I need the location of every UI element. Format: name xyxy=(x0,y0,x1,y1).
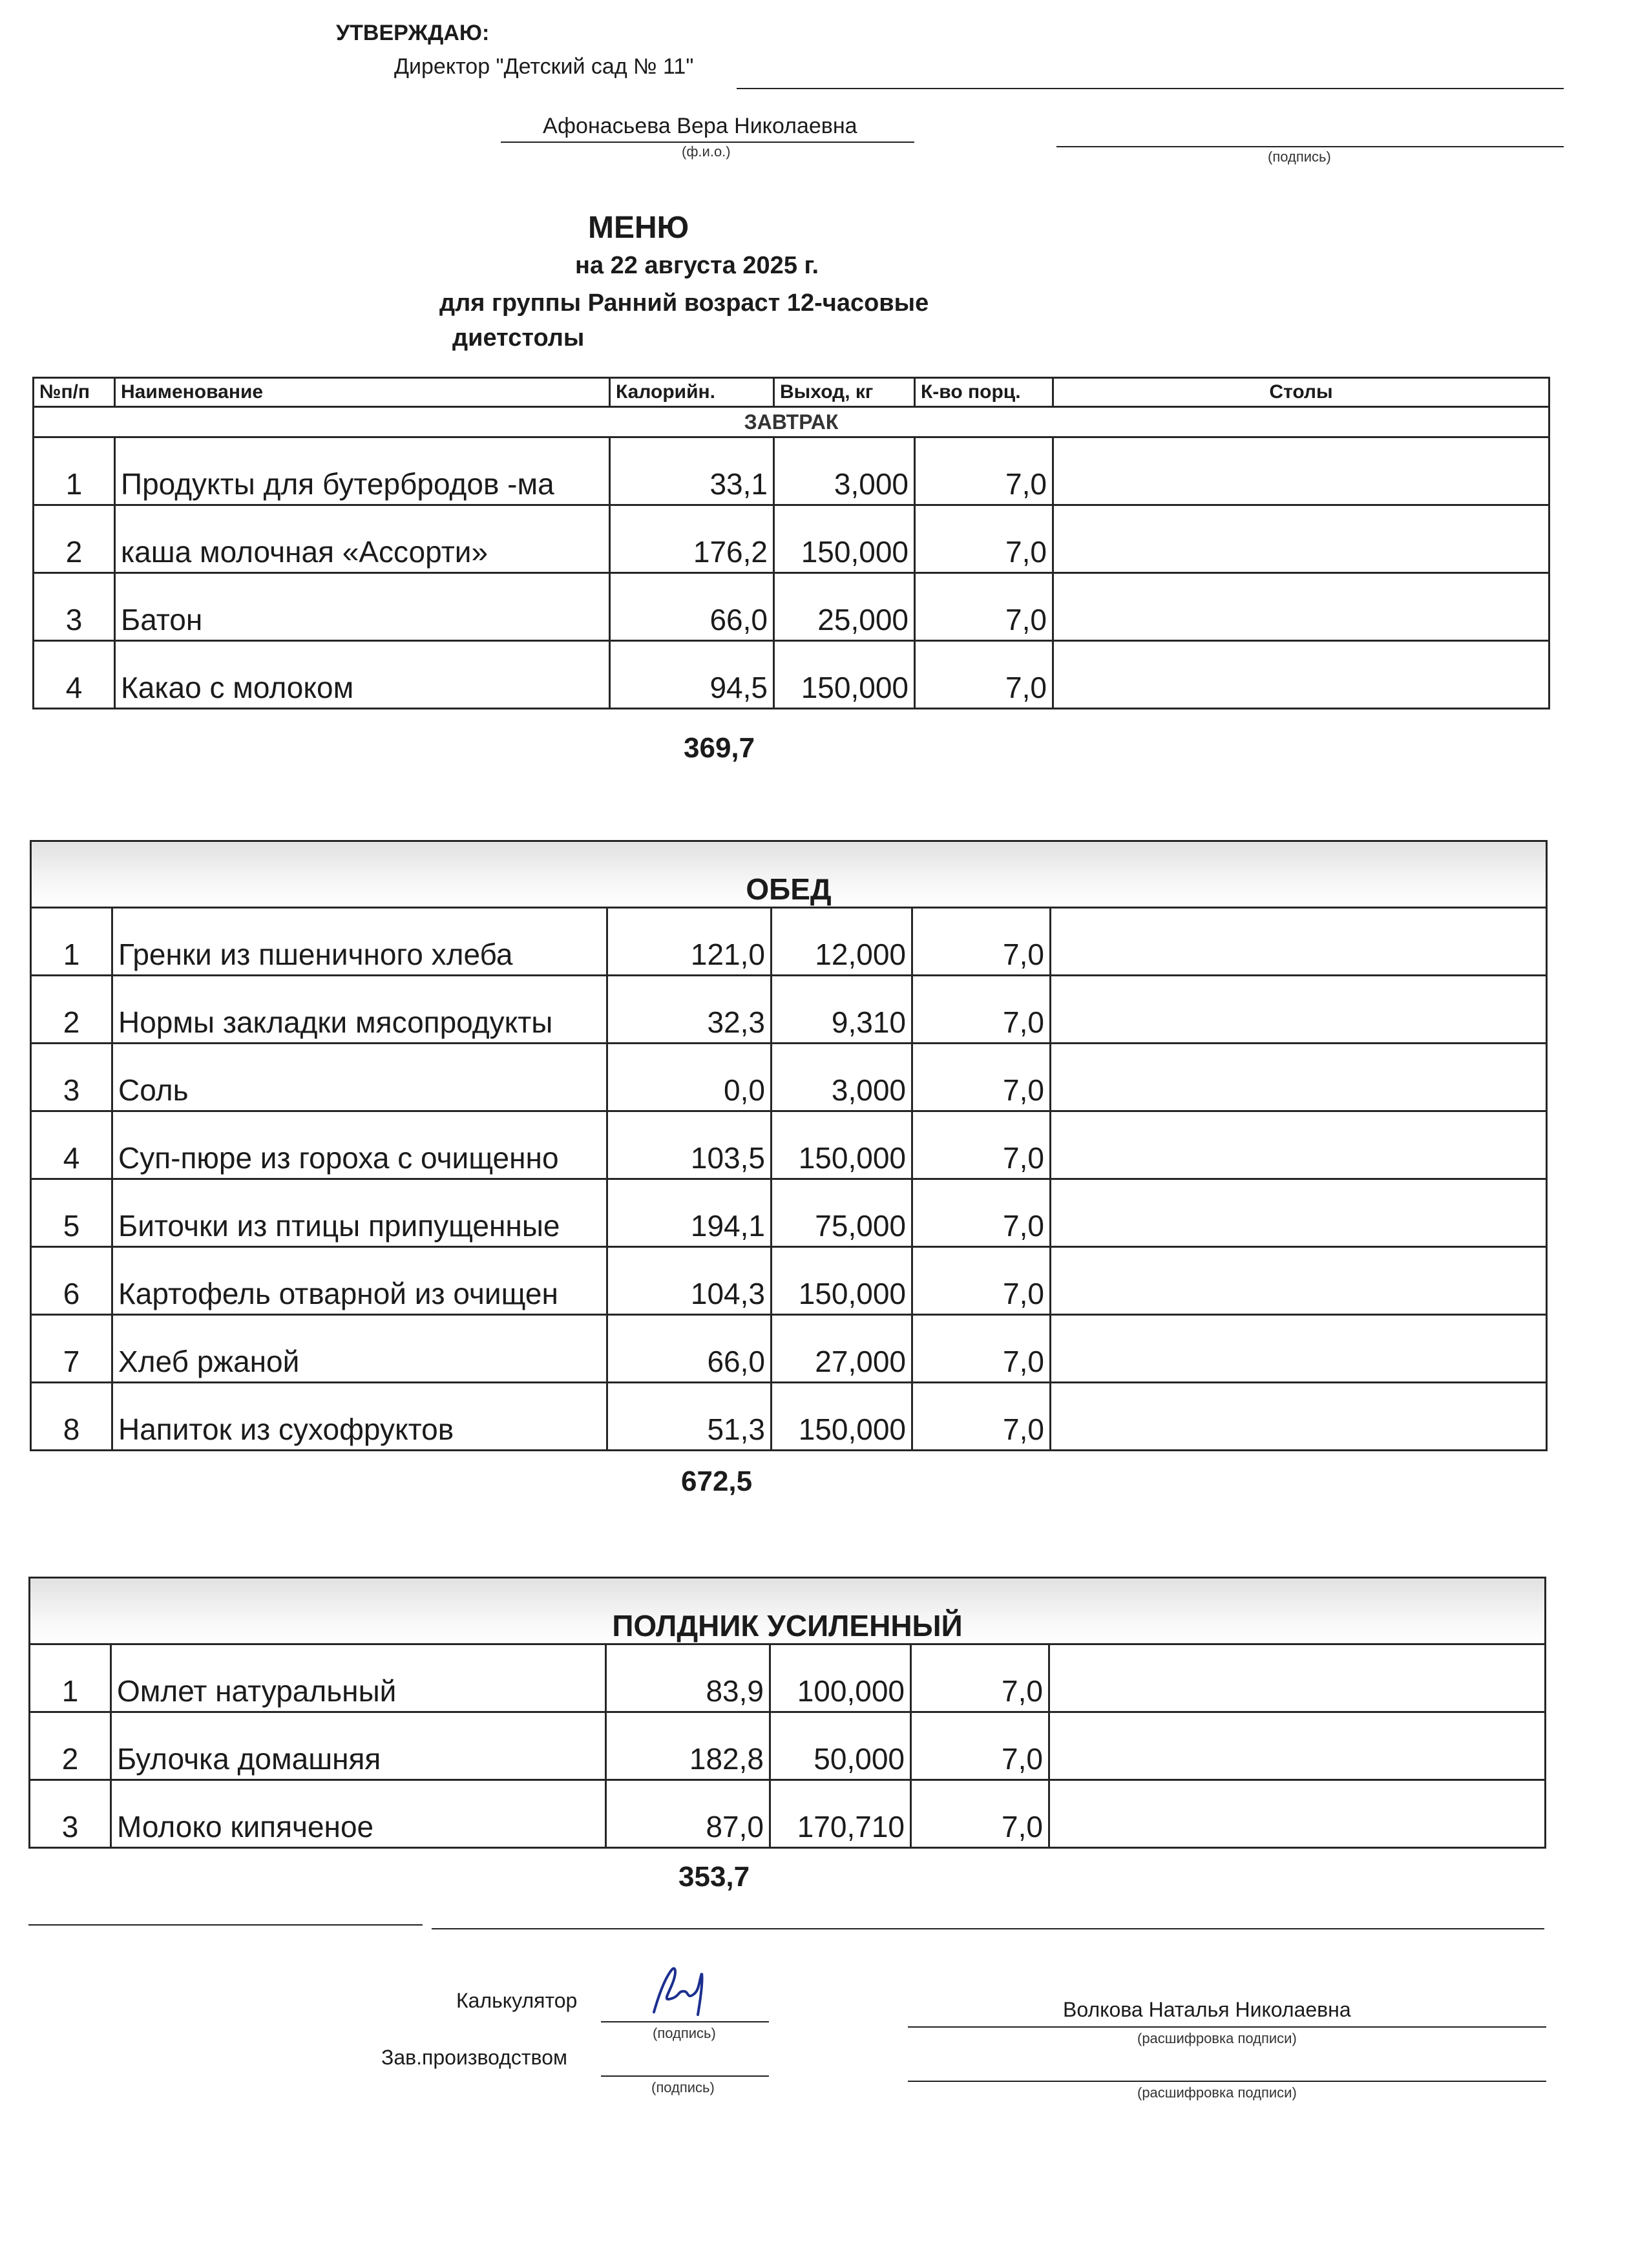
portions-value: 7,0 xyxy=(915,573,1053,641)
table-row xyxy=(30,1644,1546,1712)
table-row xyxy=(30,1780,1546,1848)
section-row xyxy=(30,1578,1546,1644)
row-number: 6 xyxy=(31,1247,112,1315)
calculator-name-caption: (расшифровка подписи) xyxy=(1137,2030,1297,2046)
tables-value xyxy=(1053,573,1549,641)
calories-value: 87,0 xyxy=(606,1780,770,1848)
portions-value: 7,0 xyxy=(915,641,1053,709)
row-number: 3 xyxy=(34,573,115,641)
col-header-number: №п/п xyxy=(34,378,115,407)
calories-value: 121,0 xyxy=(607,908,772,976)
table-row xyxy=(31,1315,1547,1383)
calories-value: 32,3 xyxy=(607,976,772,1044)
tables-value xyxy=(1051,1044,1547,1111)
dish-name: Суп-пюре из гороха с очищенно xyxy=(112,1111,607,1179)
dish-name: Омлет натуральный xyxy=(111,1644,606,1712)
dish-name: Хлеб ржаной xyxy=(112,1315,607,1383)
calories-value: 51,3 xyxy=(607,1383,772,1451)
row-number: 5 xyxy=(31,1179,112,1247)
calories-value: 94,5 xyxy=(610,641,774,709)
output-value: 100,000 xyxy=(770,1644,911,1712)
signature-underline xyxy=(1056,146,1564,147)
menu-diet-type: диетстолы xyxy=(452,324,585,352)
dish-name: Напиток из сухофруктов xyxy=(112,1383,607,1451)
calculator-name: Волкова Наталья Николаевна xyxy=(1063,1998,1351,2021)
table-row xyxy=(31,1111,1547,1179)
tables-value xyxy=(1051,1315,1547,1383)
row-number: 1 xyxy=(30,1644,111,1712)
production-name-caption: (расшифровка подписи) xyxy=(1137,2084,1297,2101)
dish-name: Картофель отварной из очищен xyxy=(112,1247,607,1315)
section-title-breakfast: ЗАВТРАК xyxy=(34,407,1549,437)
production-signature-caption: (подпись) xyxy=(651,2079,715,2095)
tables-value xyxy=(1049,1712,1546,1780)
output-value: 9,310 xyxy=(772,976,912,1044)
section-title-snack: ПОЛДНИК УСИЛЕННЫЙ xyxy=(30,1578,1546,1644)
approval-heading: УТВЕРЖДАЮ: xyxy=(336,21,490,45)
tables-value xyxy=(1053,641,1549,709)
director-name: Афонасьева Вера Николаевна xyxy=(543,114,857,138)
tables-value xyxy=(1049,1644,1546,1712)
portions-value: 7,0 xyxy=(911,1712,1049,1780)
calories-value: 104,3 xyxy=(607,1247,772,1315)
output-value: 25,000 xyxy=(774,573,915,641)
portions-value: 7,0 xyxy=(915,437,1053,505)
table-row xyxy=(34,437,1549,505)
portions-value: 7,0 xyxy=(912,976,1051,1044)
row-number: 4 xyxy=(31,1111,112,1179)
output-value: 12,000 xyxy=(772,908,912,976)
portions-value: 7,0 xyxy=(912,1044,1051,1111)
dish-name: Гренки из пшеничного хлеба xyxy=(112,908,607,976)
table-row xyxy=(31,908,1547,976)
section-title-lunch: ОБЕД xyxy=(31,841,1547,908)
dish-name: Продукты для бутербродов -ма xyxy=(115,437,610,505)
dish-name: Булочка домашняя xyxy=(111,1712,606,1780)
dish-name: Соль xyxy=(112,1044,607,1111)
separator-line xyxy=(28,1924,423,1926)
lunch-table xyxy=(30,840,1548,1451)
tables-value xyxy=(1049,1780,1546,1848)
calories-value: 176,2 xyxy=(610,505,774,573)
production-name-line xyxy=(908,2081,1546,2082)
dish-name: Батон xyxy=(115,573,610,641)
menu-date: на 22 августа 2025 г. xyxy=(575,252,819,279)
table-row xyxy=(31,1044,1547,1111)
col-header-output: Выход, кг xyxy=(774,378,915,407)
output-value: 150,000 xyxy=(772,1383,912,1451)
breakfast-table xyxy=(32,377,1550,709)
fio-caption: (ф.и.о.) xyxy=(682,143,731,160)
section-row xyxy=(34,407,1549,437)
production-label: Зав.производством xyxy=(381,2046,567,2069)
section-row xyxy=(31,841,1547,908)
dish-name: Молоко кипяченое xyxy=(111,1780,606,1848)
calories-value: 83,9 xyxy=(606,1644,770,1712)
output-value: 170,710 xyxy=(770,1780,911,1848)
calculator-signature-image xyxy=(640,1962,724,2020)
director-underline xyxy=(737,88,1564,89)
row-number: 3 xyxy=(30,1780,111,1848)
director-line: Директор "Детский сад № 11" xyxy=(394,54,694,79)
lunch-total: 672,5 xyxy=(681,1465,753,1497)
calculator-signature-line xyxy=(601,2021,769,2022)
col-header-name: Наименование xyxy=(115,378,610,407)
portions-value: 7,0 xyxy=(912,1383,1051,1451)
output-value: 75,000 xyxy=(772,1179,912,1247)
calculator-name-line xyxy=(908,2026,1546,2028)
snack-total: 353,7 xyxy=(678,1861,750,1893)
calories-value: 194,1 xyxy=(607,1179,772,1247)
table-row xyxy=(31,1383,1547,1451)
row-number: 7 xyxy=(31,1315,112,1383)
dish-name: Какао с молоком xyxy=(115,641,610,709)
signature-caption: (подпись) xyxy=(1268,149,1331,165)
calories-value: 0,0 xyxy=(607,1044,772,1111)
table-row xyxy=(31,1179,1547,1247)
snack-table xyxy=(28,1577,1546,1849)
portions-value: 7,0 xyxy=(912,1315,1051,1383)
col-header-calories: Калорийн. xyxy=(610,378,774,407)
output-value: 150,000 xyxy=(772,1247,912,1315)
fio-underline xyxy=(501,142,914,143)
col-header-tables: Столы xyxy=(1053,378,1549,407)
table-header-row xyxy=(34,378,1549,407)
breakfast-total: 369,7 xyxy=(684,732,755,764)
output-value: 150,000 xyxy=(774,505,915,573)
table-row xyxy=(34,573,1549,641)
output-value: 3,000 xyxy=(774,437,915,505)
table-row xyxy=(31,1247,1547,1315)
portions-value: 7,0 xyxy=(912,1179,1051,1247)
portions-value: 7,0 xyxy=(912,1247,1051,1315)
calories-value: 66,0 xyxy=(610,573,774,641)
tables-value xyxy=(1051,1111,1547,1179)
calories-value: 33,1 xyxy=(610,437,774,505)
output-value: 27,000 xyxy=(772,1315,912,1383)
portions-value: 7,0 xyxy=(911,1780,1049,1848)
tables-value xyxy=(1051,1383,1547,1451)
tables-value xyxy=(1053,505,1549,573)
portions-value: 7,0 xyxy=(912,908,1051,976)
output-value: 150,000 xyxy=(774,641,915,709)
dish-name: каша молочная «Ассорти» xyxy=(115,505,610,573)
row-number: 2 xyxy=(31,976,112,1044)
portions-value: 7,0 xyxy=(912,1111,1051,1179)
calories-value: 103,5 xyxy=(607,1111,772,1179)
production-signature-line xyxy=(601,2075,769,2077)
calories-value: 182,8 xyxy=(606,1712,770,1780)
row-number: 4 xyxy=(34,641,115,709)
calculator-label: Калькулятор xyxy=(456,1989,578,2012)
output-value: 3,000 xyxy=(772,1044,912,1111)
table-row xyxy=(31,976,1547,1044)
row-number: 8 xyxy=(31,1383,112,1451)
row-number: 3 xyxy=(31,1044,112,1111)
calculator-signature-caption: (подпись) xyxy=(653,2025,716,2041)
tables-value xyxy=(1051,976,1547,1044)
portions-value: 7,0 xyxy=(911,1644,1049,1712)
dish-name: Нормы закладки мясопродукты xyxy=(112,976,607,1044)
table-row xyxy=(34,505,1549,573)
tables-value xyxy=(1053,437,1549,505)
menu-title: МЕНЮ xyxy=(588,211,689,245)
row-number: 1 xyxy=(34,437,115,505)
table-row xyxy=(34,641,1549,709)
menu-group: для группы Ранний возраст 12-часовые xyxy=(439,289,929,317)
row-number: 1 xyxy=(31,908,112,976)
separator-line xyxy=(432,1928,1544,1929)
dish-name: Биточки из птицы припущенные xyxy=(112,1179,607,1247)
calories-value: 66,0 xyxy=(607,1315,772,1383)
tables-value xyxy=(1051,1179,1547,1247)
tables-value xyxy=(1051,908,1547,976)
row-number: 2 xyxy=(34,505,115,573)
portions-value: 7,0 xyxy=(915,505,1053,573)
col-header-portions: К-во порц. xyxy=(915,378,1053,407)
output-value: 150,000 xyxy=(772,1111,912,1179)
row-number: 2 xyxy=(30,1712,111,1780)
output-value: 50,000 xyxy=(770,1712,911,1780)
table-row xyxy=(30,1712,1546,1780)
tables-value xyxy=(1051,1247,1547,1315)
